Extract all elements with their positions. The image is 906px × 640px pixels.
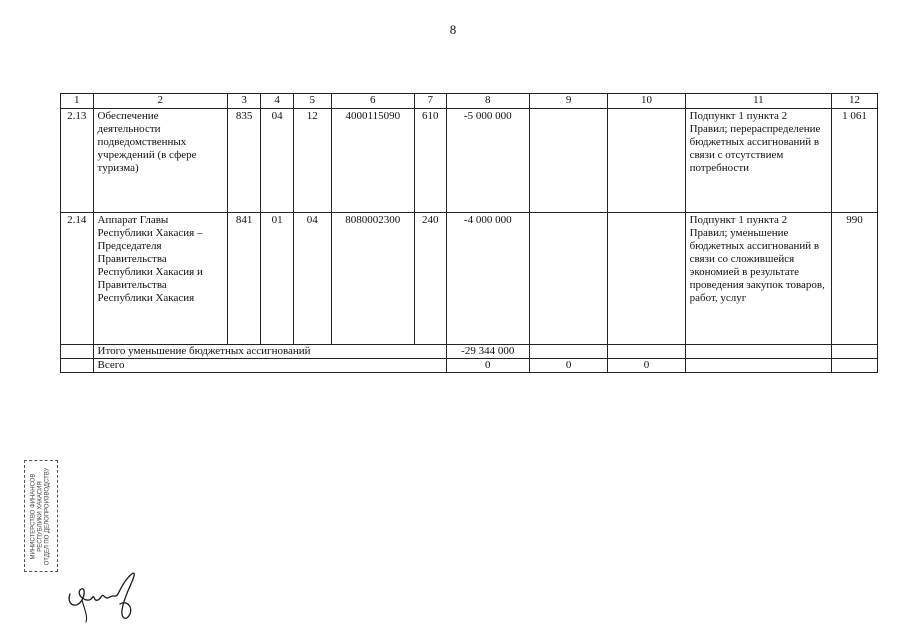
- column-header: 11: [685, 94, 832, 109]
- cell-col9: [529, 213, 607, 345]
- row-number: 2.14: [61, 213, 94, 345]
- column-header: 8: [446, 94, 529, 109]
- total-col10: 0: [608, 359, 685, 373]
- subtotal-label: Итого уменьшение бюджетных ассигнований: [93, 345, 446, 359]
- column-header: 7: [415, 94, 447, 109]
- stamp-text: [31, 467, 52, 565]
- column-header: 3: [227, 94, 261, 109]
- row-number: 2.13: [61, 109, 94, 213]
- total-label: Всего: [93, 359, 446, 373]
- stamp-line: ОТДЕЛ ПО ДЕЛОПРОИЗВОДСТВУ: [44, 467, 51, 565]
- header-row: [61, 94, 878, 109]
- column-header: 12: [832, 94, 878, 109]
- cell-col10: [608, 213, 685, 345]
- cell-col7: 240: [415, 213, 447, 345]
- column-header: 6: [331, 94, 414, 109]
- total-col11: [685, 359, 832, 373]
- stamp-line: МИНИСТЕРСТВО ФИНАНСОВ: [30, 472, 37, 560]
- page-number: 8: [449, 22, 457, 37]
- total-empty-cell: [61, 359, 94, 373]
- row-name: Обеспечение деятельности подведомственных учреждений (в сфере туризма): [93, 109, 227, 213]
- cell-col12: 990: [832, 213, 878, 345]
- cell-col6: 8080002300: [331, 213, 414, 345]
- subtotal-col11: [685, 345, 832, 359]
- subtotal-col8: -29 344 000: [446, 345, 529, 359]
- cell-col3: 841: [227, 213, 261, 345]
- column-header: 4: [261, 94, 294, 109]
- budget-table: [60, 93, 878, 373]
- cell-col8: -5 000 000: [446, 109, 529, 213]
- subtotal-col12: [832, 345, 878, 359]
- row-name: Аппарат Главы Республики Хакасия – Председателя Правительства Республики Хакасия и Правительства Республики Хакасия: [93, 213, 227, 345]
- subtotal-empty-cell: [61, 345, 94, 359]
- total-col8: 0: [446, 359, 529, 373]
- cell-col4: 04: [261, 109, 294, 213]
- registration-stamp: [24, 460, 58, 572]
- cell-col6: 4000115090: [331, 109, 414, 213]
- column-header: 1: [61, 94, 94, 109]
- table-row: [61, 109, 878, 213]
- subtotal-row: [61, 345, 878, 359]
- cell-col5: 04: [293, 213, 331, 345]
- cell-col4: 01: [261, 213, 294, 345]
- cell-col8: -4 000 000: [446, 213, 529, 345]
- column-header: 2: [93, 94, 227, 109]
- total-col9: 0: [529, 359, 607, 373]
- cell-col11: Подпункт 1 пункта 2 Правил; перераспределение бюджетных ассигнований в связи с отсутствием потребности: [685, 109, 832, 213]
- cell-col3: 835: [227, 109, 261, 213]
- cell-col12: 1 061: [832, 109, 878, 213]
- stamp-line: РЕСПУБЛИКИ ХАКАСИЯ: [37, 480, 44, 552]
- signature-image: [62, 560, 147, 630]
- column-header: 10: [608, 94, 685, 109]
- subtotal-col10: [608, 345, 685, 359]
- cell-col9: [529, 109, 607, 213]
- subtotal-col9: [529, 345, 607, 359]
- cell-col7: 610: [415, 109, 447, 213]
- cell-col11: Подпункт 1 пункта 2 Правил; уменьшение бюджетных ассигнований в связи со сложившейся экономией в результате проведения закупок товаров, работ, услуг: [685, 213, 832, 345]
- cell-col5: 12: [293, 109, 331, 213]
- total-col12: [832, 359, 878, 373]
- total-row: [61, 359, 878, 373]
- column-header: 5: [293, 94, 331, 109]
- cell-col10: [608, 109, 685, 213]
- column-header: 9: [529, 94, 607, 109]
- table-row: [61, 213, 878, 345]
